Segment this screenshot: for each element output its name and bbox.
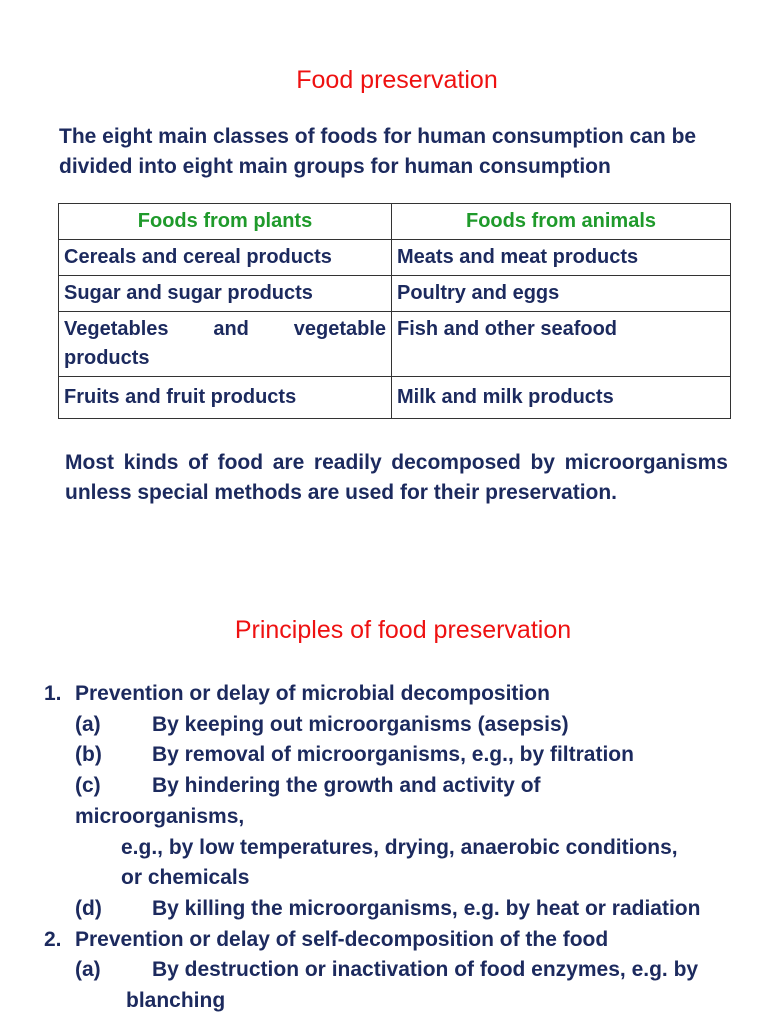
list-subitem xyxy=(44,740,744,771)
subitem-continuation: microorganisms, xyxy=(75,804,245,828)
table-header-plants: Foods from plants xyxy=(59,204,392,240)
table-cell: Fruits and fruit products xyxy=(59,377,392,419)
table-header-row xyxy=(59,204,731,240)
list-number: 1. xyxy=(44,682,62,705)
intro-paragraph: The eight main classes of foods for human consumption can be divided into eight main groups for human consumption xyxy=(59,125,697,178)
subitem-tag: (b) xyxy=(75,743,102,767)
table-cell: Milk and milk products xyxy=(392,377,731,419)
list-item xyxy=(44,679,744,710)
list-subitem xyxy=(44,955,744,986)
list-subitem xyxy=(44,894,744,925)
table-cell: Poultry and eggs xyxy=(392,276,731,312)
food-groups-table xyxy=(58,203,731,419)
subitem-text: By destruction or inactivation of food enzymes, e.g. by xyxy=(152,958,699,982)
list-subitem xyxy=(44,771,744,802)
subitem-text: By keeping out microorganisms (asepsis) xyxy=(152,712,569,736)
table-row xyxy=(59,276,731,312)
table-row xyxy=(59,240,731,276)
subitem-text: By removal of microorganisms, e.g., by filtration xyxy=(152,743,634,767)
list-number: 2. xyxy=(44,927,62,951)
list-subitem xyxy=(44,710,744,741)
subitem-tag: (c) xyxy=(75,774,101,798)
list-item-text: Prevention or delay of self-decomposition of the food xyxy=(75,927,609,951)
table-cell: Sugar and sugar products xyxy=(59,276,392,312)
list-item-text: Prevention or delay of microbial decomposition xyxy=(75,682,550,705)
table-row xyxy=(59,312,731,377)
table-cell: Meats and meat products xyxy=(392,240,731,276)
table-cell: Cereals and cereal products xyxy=(59,240,392,276)
principles-list xyxy=(44,679,744,1017)
table-cell: Fish and other seafood xyxy=(392,312,731,377)
subitem-example: or chemicals xyxy=(121,866,250,890)
subitem-text: By killing the microorganisms, e.g. by heat or radiation xyxy=(152,896,701,920)
subitem-tag: (d) xyxy=(75,896,102,920)
subitem-continuation: blanching xyxy=(126,989,226,1013)
table-header-animals: Foods from animals xyxy=(392,204,731,240)
subitem-tag: (a) xyxy=(75,712,101,736)
subitem-example: e.g., by low temperatures, drying, anaerobic conditions, xyxy=(121,835,678,859)
subitem-text: By hindering the growth and activity of xyxy=(152,774,541,798)
list-item xyxy=(44,925,744,956)
section-title: Principles of food preservation xyxy=(234,616,572,644)
table-cell: Vegetables and vegetable products xyxy=(59,312,392,377)
subitem-tag: (a) xyxy=(75,958,101,982)
decomposition-paragraph: Most kinds of food are readily decomposed by microorganisms unless special methods are used for their preservation. xyxy=(65,451,728,504)
page-title: Food preservation xyxy=(296,66,498,94)
table-row xyxy=(59,377,731,419)
